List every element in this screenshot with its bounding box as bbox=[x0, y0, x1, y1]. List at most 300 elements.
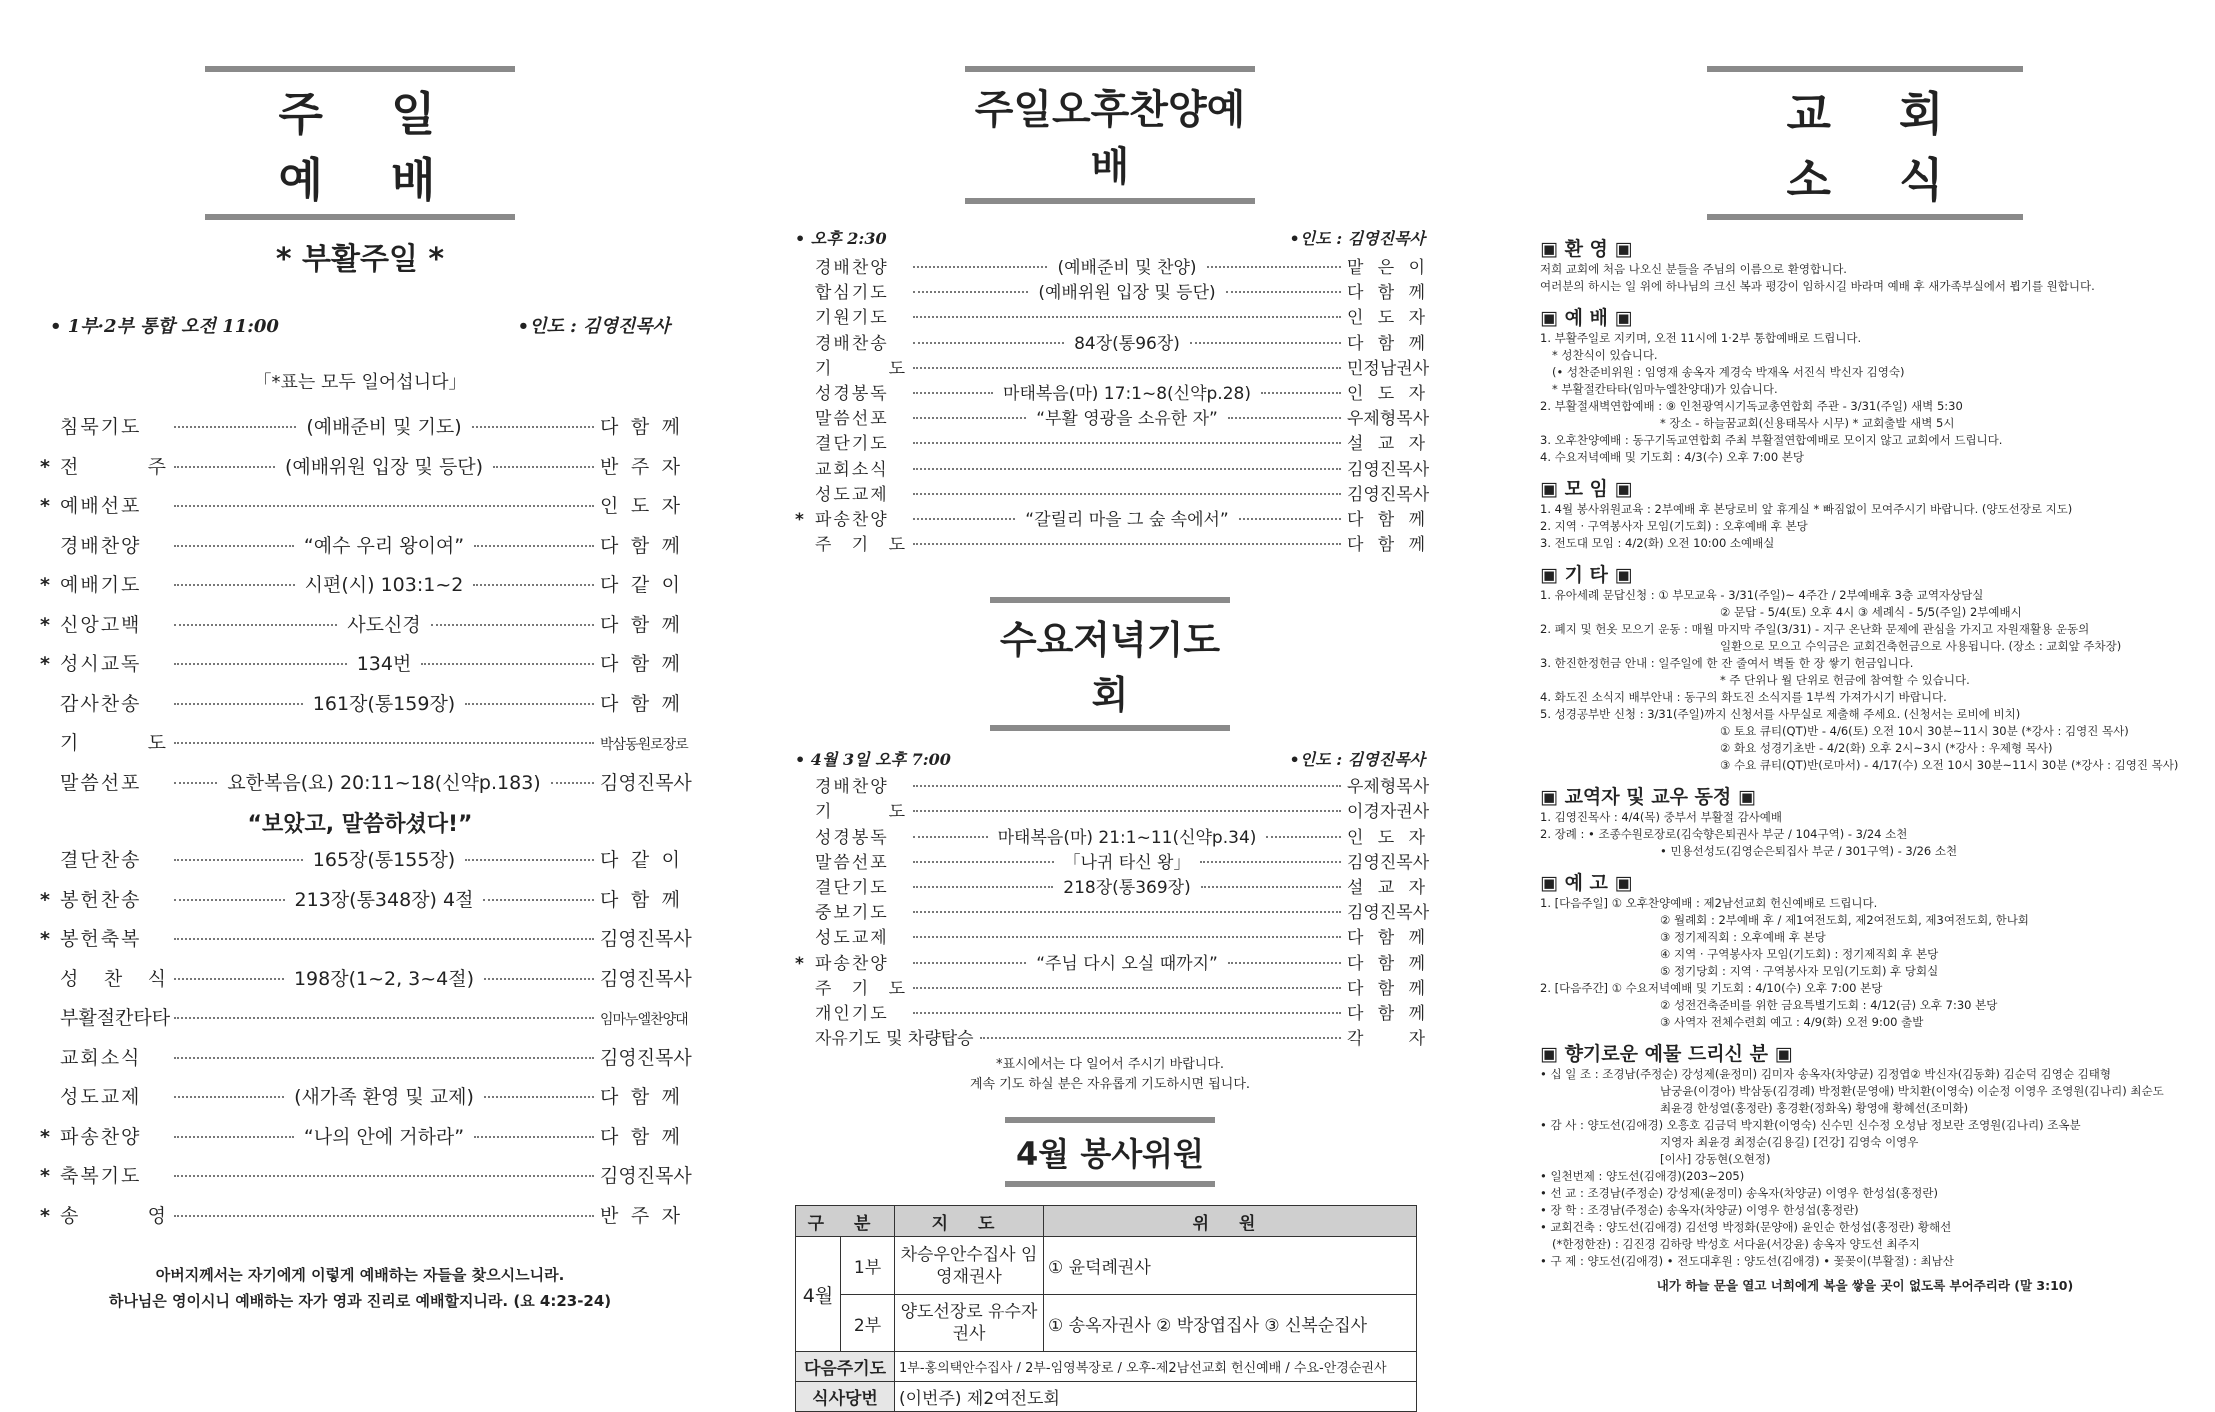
item-label: 파송찬양 bbox=[815, 953, 889, 974]
item-leader: 다 함 께 bbox=[600, 653, 680, 675]
news-line: 2. 부활절새벽연합예배 : ⑨ 인천광역시기독교총연합회 주관 - 3/31(주일) 새벽 5:30 bbox=[1540, 399, 1963, 413]
item-leader: 다 함 께 bbox=[1347, 509, 1426, 530]
wednesday-time: • 4월 3일 오후 7:00 bbox=[795, 750, 951, 770]
leader-dots bbox=[913, 987, 1341, 989]
news-line: 2. [다음주간] ① 수요저녁예배 및 기도회 : 4/10(수) 오후 7:00 본당 bbox=[1540, 981, 1883, 995]
column-sunday-worship bbox=[40, 0, 692, 1310]
item-label: 말씀선포 bbox=[815, 852, 889, 873]
item-leader: 인 도 자 bbox=[600, 495, 680, 517]
item-detail: “예수 우리 왕이여” bbox=[303, 534, 465, 557]
leader-dots bbox=[431, 624, 594, 626]
item-leader: 김영진목사 bbox=[600, 771, 692, 794]
leader-dots bbox=[474, 1136, 594, 1138]
item-label: 기 도 bbox=[815, 802, 907, 823]
news-section-heading: ▣ 모 임 ▣ bbox=[1540, 478, 1633, 500]
item-detail: 요한복음(요) 20:11~18(신약p.183) bbox=[227, 771, 541, 794]
item-label: 결단찬송 bbox=[60, 849, 142, 871]
volunteers-table bbox=[795, 1205, 1417, 1412]
order-row bbox=[40, 531, 680, 571]
news-line: 1. 4월 봉사위원교육 : 2부예배 후 본당로비 앞 휴게실 * 빠짐없이 모여주시기 바랍니다. (양도선장로 지도) bbox=[1540, 502, 2073, 516]
news-line: * 장소 - 하늘꿈교회(신용태목사 시무) * 교회출발 새벽 5시 bbox=[1660, 416, 1955, 430]
item-detail: (예배준비 및 찬양) bbox=[1057, 258, 1197, 278]
item-label: 기 도 bbox=[815, 358, 907, 379]
leader-dots bbox=[465, 703, 594, 705]
item-label: 교회소식 bbox=[815, 459, 889, 480]
item-label: 자유기도 및 차량탑승 bbox=[815, 1029, 974, 1050]
news-sections bbox=[1540, 234, 2190, 1270]
item-label: 파송찬양 bbox=[60, 1125, 142, 1148]
item-label: 성경봉독 bbox=[815, 827, 889, 848]
leader-dots bbox=[174, 1175, 594, 1177]
order-row bbox=[795, 823, 1425, 848]
news-section-heading: ▣ 예 배 ▣ bbox=[1540, 307, 1633, 329]
order-row bbox=[40, 491, 680, 531]
news-line: 1. [다음주일] ① 오후찬양예배 : 제2남선교회 헌신예배로 드립니다. bbox=[1540, 896, 1878, 910]
item-leader: 다 함 께 bbox=[600, 1086, 680, 1108]
order-row bbox=[795, 455, 1430, 480]
news-section-heading: ▣ 교역자 및 교우 동정 ▣ bbox=[1540, 786, 1756, 808]
item-leader: 김영진목사 bbox=[1347, 903, 1430, 924]
leader-dots bbox=[465, 859, 594, 861]
news-line: • 일천번제 : 양도선(김애경)(203~205) bbox=[1540, 1169, 1745, 1183]
month-label: 4월 bbox=[796, 1237, 841, 1351]
order-row bbox=[40, 570, 680, 610]
leader-dots bbox=[174, 899, 285, 901]
item-label: 결단기도 bbox=[815, 878, 889, 898]
order-row bbox=[40, 689, 680, 729]
item-leader: 김영진목사 bbox=[600, 1046, 692, 1069]
news-line: 3. 한진한정헌금 안내 : 일주일에 한 잔 줄여서 벽돌 한 장 쌓기 헌금입니다. bbox=[1540, 656, 1914, 670]
item-label: 감사찬송 bbox=[60, 692, 142, 715]
part1-lead: 차승우안수집사 임영재권사 bbox=[895, 1237, 1044, 1295]
item-leader: 다 함 께 bbox=[1347, 333, 1426, 354]
order-row bbox=[795, 1024, 1425, 1049]
item-leader: 김영진목사 bbox=[1347, 459, 1430, 480]
order-row bbox=[795, 253, 1425, 278]
leader-dots bbox=[913, 342, 1064, 344]
stand-note: *표시에서는 다 일어서 주시기 바랍니다. bbox=[995, 1057, 1225, 1073]
item-leader: 반 주 자 bbox=[600, 455, 681, 478]
item-label: 성도교제 bbox=[815, 928, 889, 949]
leader-dots bbox=[913, 785, 1341, 787]
item-detail: “주님 다시 오실 때까지” bbox=[1036, 953, 1218, 974]
item-label: 성 찬 식 bbox=[60, 967, 168, 990]
leader-dots bbox=[1190, 342, 1341, 344]
leader-dots bbox=[474, 545, 594, 547]
leader-dots bbox=[174, 663, 347, 665]
item-leader: 다 함 께 bbox=[600, 888, 680, 911]
leader-dots bbox=[421, 663, 594, 665]
page-title: 주 일 예 배 bbox=[205, 66, 515, 220]
order-row bbox=[795, 329, 1425, 354]
item-detail: “나의 안에 거하라” bbox=[303, 1125, 465, 1148]
item-label: 파송찬양 bbox=[815, 509, 889, 530]
leader-dots bbox=[913, 493, 1341, 495]
item-label: 봉헌찬송 bbox=[60, 888, 142, 911]
order-row bbox=[40, 728, 688, 768]
order-row bbox=[40, 1003, 688, 1043]
item-label: 교회소식 bbox=[60, 1046, 142, 1069]
item-leader: 다 함 께 bbox=[1347, 535, 1425, 556]
item-label: 신앙고백 bbox=[60, 613, 142, 636]
stand-marker: * bbox=[40, 613, 50, 636]
item-label: 성도교제 bbox=[815, 484, 889, 505]
next-week-prayer-value: 1부-홍의택안수집사 / 2부-임영복장로 / 오후-제2남선교회 헌신예배 / 수요-안경순권사 bbox=[895, 1352, 1417, 1382]
order-row bbox=[795, 303, 1425, 328]
item-label: 주 기 도 bbox=[815, 978, 907, 999]
column-afternoon-worship bbox=[795, 0, 1430, 1410]
stand-marker: * bbox=[40, 1204, 50, 1227]
news-line: 2. 지역 · 구역봉사자 모임(기도회) : 오후예배 후 본당 bbox=[1540, 519, 1808, 533]
news-section-heading: ▣ 환 영 ▣ bbox=[1540, 238, 1633, 260]
leader-dots bbox=[174, 505, 594, 507]
leader-dots bbox=[913, 442, 1341, 444]
item-label: 성시교독 bbox=[60, 653, 142, 675]
item-detail: 시편(시) 103:1~2 bbox=[304, 574, 464, 596]
afternoon-time: • 오후 2:30 bbox=[795, 229, 887, 248]
order-row bbox=[40, 452, 680, 492]
item-label: 예배기도 bbox=[60, 574, 142, 596]
item-detail: 84장(통96장) bbox=[1074, 333, 1180, 354]
leader-dots bbox=[913, 367, 1341, 369]
stand-marker: * bbox=[40, 495, 50, 517]
leader-dots bbox=[174, 782, 217, 784]
item-detail: 161장(통159장) bbox=[312, 692, 456, 715]
news-line: 3. 오후찬양예배 : 동구기독교연합회 주최 부활절연합예배로 모이지 않고 교회에서 드립니다. bbox=[1540, 433, 2003, 447]
leader-dots bbox=[174, 1017, 594, 1019]
column-church-news bbox=[1540, 0, 2190, 1293]
leader-dots bbox=[174, 1215, 594, 1217]
news-line: ③ 사역자 전체수련회 예고 : 4/9(화) 오전 9:00 출발 bbox=[1660, 1015, 1924, 1029]
order-row bbox=[40, 845, 680, 885]
news-line: 1. 유아세례 문답신청 : ① 부모교육 - 3/31(주일)~ 4주간 / 2부예배후 3층 교역자상담실 bbox=[1540, 588, 1984, 602]
leader-dots bbox=[913, 861, 1054, 863]
leader-dots bbox=[484, 1096, 594, 1098]
order-row bbox=[40, 610, 680, 650]
news-line: • 장 학 : 조경남(주정순) 송옥자(차양균) 이영우 한성섭(홍정란) bbox=[1540, 1203, 1859, 1217]
item-leader: 박삼동원로장로 bbox=[600, 737, 688, 753]
news-line: 여러분의 하시는 일 위에 하나님의 크신 복과 평강이 임하시길 바라며 예배 후 새가족부실에서 뵙기를 원합니다. bbox=[1540, 279, 2095, 293]
item-detail: 사도신경 bbox=[347, 613, 421, 636]
stand-marker: * bbox=[40, 455, 50, 478]
leader-dots bbox=[913, 962, 1026, 964]
news-line: 4. 수요저녁예배 및 기도회 : 4/3(수) 오후 7:00 본당 bbox=[1540, 450, 1805, 464]
service-time: • 1부·2부 통합 오전 11:00 bbox=[50, 316, 279, 337]
leader-dots bbox=[1226, 291, 1341, 293]
meal-duty-label: 식사당번 bbox=[796, 1382, 895, 1412]
item-leader: 김영진목사 bbox=[600, 1165, 692, 1187]
item-leader: 다 함 께 bbox=[600, 613, 681, 636]
leader-dots bbox=[913, 1012, 1341, 1014]
item-label: 말씀선포 bbox=[60, 771, 142, 794]
item-detail: (예배위원 입장 및 등단) bbox=[1038, 283, 1216, 304]
news-line: 5. 성경공부반 신청 : 3/31(주일)까지 신청서를 사무실로 제출해 주세요. (신청서는 로비에 비치) bbox=[1540, 707, 2021, 721]
order-row bbox=[40, 964, 692, 1004]
news-line: 지영자 최윤경 최정순(김용길) [건강] 김영숙 이영우 bbox=[1660, 1135, 1919, 1149]
item-label: 송 영 bbox=[60, 1204, 168, 1227]
leader-dots bbox=[174, 1096, 284, 1098]
news-line: 최윤경 한성열(홍정란) 홍경환(정화옥) 황영애 황혜선(조미화) bbox=[1660, 1101, 1969, 1115]
item-label: 개인기도 bbox=[815, 1003, 889, 1024]
item-leader: 다 함 께 bbox=[1347, 1003, 1425, 1024]
leader-dots bbox=[174, 466, 275, 468]
news-line: ⑤ 정기당회 : 지역 · 구역봉사자 모임(기도회) 후 당회실 bbox=[1660, 964, 1939, 978]
col-header-division: 구 분 bbox=[796, 1206, 895, 1237]
item-label: 부활절칸타타 bbox=[60, 1007, 171, 1029]
item-leader: 설 교 자 bbox=[1347, 434, 1425, 455]
item-detail: 165장(통155장) bbox=[312, 849, 456, 871]
closing-verse-line1: 아버지께서는 자기에게 이렇게 예배하는 자들을 찾으시느니라. bbox=[155, 1266, 565, 1284]
next-week-prayer-label: 다음주기도 bbox=[796, 1352, 895, 1382]
leader-dots bbox=[1266, 836, 1341, 838]
leader-dots bbox=[980, 1037, 1341, 1039]
service-leader: •인도 : 김영진목사 bbox=[517, 316, 670, 337]
month-cell bbox=[796, 1237, 895, 1352]
leader-dots bbox=[174, 703, 303, 705]
leader-dots bbox=[174, 938, 594, 940]
leader-dots bbox=[174, 978, 284, 980]
item-leader: 임마누엘찬양대 bbox=[600, 1012, 688, 1028]
order-row bbox=[795, 898, 1430, 924]
leader-dots bbox=[174, 624, 337, 626]
leader-dots bbox=[174, 859, 303, 861]
order-row bbox=[40, 649, 680, 689]
leader-dots bbox=[913, 468, 1341, 470]
leader-dots bbox=[1228, 962, 1341, 964]
leader-dots bbox=[913, 392, 993, 394]
leader-dots bbox=[913, 810, 1341, 812]
news-line: ② 화요 성경기초반 - 4/2(화) 오후 2시~3시 (*강사 : 우제형 목사) bbox=[1720, 741, 2053, 755]
order-row bbox=[795, 772, 1430, 798]
item-label: 침묵기도 bbox=[60, 416, 142, 438]
part2-label: 2부 bbox=[853, 1315, 882, 1336]
order-row bbox=[795, 530, 1425, 555]
order-row bbox=[795, 404, 1430, 430]
news-line: 4. 화도진 소식지 배부안내 : 동구의 화도진 소식지를 1부씩 가져가시기 바랍니다. bbox=[1540, 690, 1947, 704]
meal-duty-value: (이번주) 제2여전도회 bbox=[895, 1382, 1417, 1412]
order-row bbox=[40, 885, 680, 925]
news-line: 저희 교회에 처음 나오신 분들을 주님의 이름으로 환영합니다. bbox=[1540, 262, 1847, 276]
item-leader: 우제형목사 bbox=[1347, 409, 1430, 430]
item-leader: 김영진목사 bbox=[600, 967, 692, 990]
leader-dots bbox=[1239, 518, 1341, 520]
item-label: 결단기도 bbox=[815, 434, 889, 455]
order-row bbox=[795, 379, 1425, 404]
news-line: * 성찬식이 있습니다. bbox=[1552, 348, 1658, 362]
order-row bbox=[40, 412, 680, 452]
afternoon-leader: •인도 : 김영진목사 bbox=[1289, 229, 1425, 248]
leader-dots bbox=[913, 911, 1341, 913]
item-label: 경배찬양 bbox=[815, 258, 889, 278]
item-detail: (예배준비 및 기도) bbox=[306, 416, 462, 438]
order-row bbox=[795, 873, 1425, 898]
part2-lead: 양도선장로 유수자권사 bbox=[895, 1294, 1044, 1352]
item-leader: 이경자권사 bbox=[1347, 802, 1430, 823]
leader-dots bbox=[913, 518, 1015, 520]
item-label: 축복기도 bbox=[60, 1165, 142, 1187]
item-leader: 인 도 자 bbox=[1347, 308, 1425, 329]
item-detail: 마태복음(마) 17:1~8(신약p.28) bbox=[1003, 383, 1251, 404]
item-detail: 134번 bbox=[356, 653, 412, 675]
stand-marker: * bbox=[40, 928, 50, 950]
news-line: [이사] 강동현(오현정) bbox=[1660, 1152, 1771, 1166]
news-line: • 선 교 : 조경남(주정순) 강성제(윤정미) 송옥자(차양균) 이영우 한성섭(홍정란) bbox=[1540, 1186, 1938, 1200]
order-row bbox=[40, 1161, 692, 1201]
order-row bbox=[40, 1122, 680, 1162]
part2-members: ① 송옥자권사 ② 박장엽집사 ③ 신복순집사 bbox=[1044, 1294, 1417, 1352]
news-line: 일환으로 모으고 수익금은 교회건축헌금으로 사용됩니다. (장소 : 교회앞 주차장) bbox=[1720, 639, 2122, 653]
news-line: ④ 지역 · 구역봉사자 모임(기도회) : 정기제직회 후 본당 bbox=[1660, 947, 1939, 961]
leader-dots bbox=[913, 417, 1026, 419]
item-detail: 198장(1~2, 3~4절) bbox=[293, 967, 475, 990]
item-detail: 218장(통369장) bbox=[1063, 878, 1191, 898]
news-line: 남궁윤(이경아) 박삼동(김경례) 박정환(문영애) 박치환(이영숙) 이순정 이영우 조영원(김나리) 최순도 bbox=[1660, 1084, 2164, 1098]
news-line: • 교회건축 : 양도선(김애경) 김선영 박정화(문양애) 윤인순 한성섭(홍정란) 황해선 bbox=[1540, 1220, 1952, 1234]
order-row bbox=[40, 768, 692, 808]
order-row bbox=[795, 923, 1425, 948]
order-row bbox=[795, 354, 1430, 379]
item-label: 기원기도 bbox=[815, 308, 889, 329]
stand-note: 「*표는 모두 일어섭니다」 bbox=[253, 372, 467, 393]
leader-dots bbox=[174, 545, 294, 547]
order-row bbox=[40, 1043, 692, 1083]
news-line: * 주 단위나 월 단위로 헌금에 참여할 수 있습니다. bbox=[1720, 673, 1970, 687]
leader-dots bbox=[1228, 417, 1341, 419]
item-label: 전 주 bbox=[60, 455, 168, 478]
news-line: • 구 제 : 양도선(김애경) • 전도대후원 : 양도선(김애경) • 꽃꽂이(부활절) : 최남산 bbox=[1540, 1254, 1954, 1268]
leader-dots bbox=[913, 936, 1341, 938]
part1-label: 1부 bbox=[841, 1237, 894, 1295]
leader-dots bbox=[472, 426, 594, 428]
order-row bbox=[795, 278, 1425, 303]
order-of-worship bbox=[40, 412, 692, 1240]
item-label: 말씀선포 bbox=[815, 409, 889, 430]
item-detail: “갈릴리 마을 그 숲 속에서” bbox=[1025, 509, 1229, 530]
wednesday-leader: •인도 : 김영진목사 bbox=[1289, 750, 1425, 770]
item-label: 경배찬양 bbox=[60, 534, 142, 557]
stand-marker: * bbox=[40, 1165, 50, 1187]
leader-dots bbox=[913, 886, 1053, 888]
item-label: 기 도 bbox=[60, 732, 168, 754]
item-label: 경배찬송 bbox=[815, 333, 889, 354]
order-row bbox=[795, 429, 1425, 454]
order-row bbox=[40, 924, 692, 964]
item-label: 성도교제 bbox=[60, 1086, 142, 1108]
item-label: 성경봉독 bbox=[815, 383, 889, 404]
leader-dots bbox=[483, 899, 594, 901]
item-leader: 다 함 께 bbox=[600, 1125, 680, 1148]
item-detail: 213장(통348장) 4절 bbox=[294, 888, 474, 911]
leader-dots bbox=[913, 543, 1341, 545]
news-line: * 부활절칸타타(임마누엘찬양대)가 있습니다. bbox=[1552, 382, 1778, 396]
subtitle: * 부활주일 * bbox=[275, 242, 445, 277]
afternoon-title: 주일오후찬양예배 bbox=[965, 66, 1255, 204]
leader-dots bbox=[484, 978, 594, 980]
item-label: 봉헌축복 bbox=[60, 928, 142, 950]
item-leader: 다 같 이 bbox=[600, 574, 681, 596]
leader-dots bbox=[551, 782, 594, 784]
news-line: • 십 일 조 : 조경남(주정순) 강성제(윤정미) 김미자 송옥자(차양균) 김정엽② 박신자(김동화) 김순덕 김영순 김태형 bbox=[1540, 1067, 2111, 1081]
leader-dots bbox=[174, 742, 594, 744]
stand-marker: * bbox=[795, 509, 804, 530]
news-section-heading: ▣ 기 타 ▣ bbox=[1540, 564, 1633, 586]
prayer-note: 계속 기도 하실 분은 자유롭게 기도하시면 됩니다. bbox=[969, 1077, 1251, 1093]
col-header-members: 위 원 bbox=[1044, 1206, 1417, 1237]
news-line: (• 성찬준비위원 : 임영재 송옥자 계경숙 박재옥 서진식 박신자 김영숙) bbox=[1552, 365, 1905, 379]
leader-dots bbox=[913, 266, 1047, 268]
item-label: 주 기 도 bbox=[815, 535, 907, 556]
news-line: 2. 폐지 및 헌옷 모으기 운동 : 매월 마지막 주일(3/31) - 지구 온난화 문제에 관심을 가지고 자원재활용 운동의 bbox=[1540, 622, 2090, 636]
wednesday-title: 수요저녁기도회 bbox=[990, 597, 1230, 731]
news-line: 1. 김영진목사 : 4/4(목) 중부서 부활절 감사예배 bbox=[1540, 810, 1783, 824]
leader-dots bbox=[913, 836, 988, 838]
item-leader: 김영진목사 bbox=[1347, 484, 1430, 505]
item-detail: (예배위원 입장 및 등단) bbox=[284, 455, 484, 478]
leader-dots bbox=[1200, 861, 1341, 863]
news-line: ① 토요 큐티(QT)반 - 4/6(토) 오전 10시 30분~11시 30분 (*강사 : 김영진 목사) bbox=[1720, 724, 2129, 738]
stand-marker: * bbox=[40, 888, 50, 911]
item-leader: 다 함 께 bbox=[1347, 283, 1425, 304]
item-leader: 다 함 께 bbox=[600, 692, 681, 715]
news-line: ③ 정기제직회 : 오후예배 후 본당 bbox=[1660, 930, 1826, 944]
news-line: ③ 수요 큐티(QT)반(로마서) - 4/17(수) 오전 10시 30분~11시 30분 (*강사 : 김영진 목사) bbox=[1720, 758, 2179, 772]
news-section-heading: ▣ 향기로운 예물 드리신 분 ▣ bbox=[1540, 1043, 1793, 1065]
news-line: ② 성전건축준비를 위한 금요특별기도회 : 4/12(금) 오후 7:30 본당 bbox=[1660, 998, 1998, 1012]
leader-dots bbox=[174, 1057, 594, 1059]
item-leader: 설 교 자 bbox=[1347, 878, 1425, 898]
stand-marker: * bbox=[40, 1125, 50, 1148]
order-row bbox=[795, 974, 1425, 999]
order-row bbox=[795, 505, 1425, 530]
stand-marker: * bbox=[795, 953, 804, 974]
order-row bbox=[40, 1082, 680, 1122]
item-detail: “부활 영광을 소유한 자” bbox=[1036, 409, 1218, 430]
order-row bbox=[795, 848, 1430, 873]
item-leader: 우제형목사 bbox=[1347, 777, 1430, 798]
item-leader: 민정남권사 bbox=[1347, 358, 1430, 379]
item-leader: 반 주 자 bbox=[600, 1204, 680, 1227]
news-line: 2. 장례 : • 조종수원로장로(김숙향은퇴권사 부군 / 104구역) - 3/24 소천 bbox=[1540, 827, 1908, 841]
news-line: ② 문답 - 5/4(토) 오후 4시 ③ 세례식 - 5/5(주일) 2부예배시 bbox=[1720, 605, 2022, 619]
leader-dots bbox=[174, 426, 296, 428]
item-label: 경배찬양 bbox=[815, 777, 889, 798]
item-leader: 맡 은 이 bbox=[1347, 258, 1425, 278]
news-title: 교 회 소 식 bbox=[1707, 66, 2023, 220]
news-line: ② 월례회 : 2부예배 후 / 제1여전도회, 제2여전도회, 제3여전도회, 한나회 bbox=[1660, 913, 2029, 927]
leader-dots bbox=[1207, 266, 1341, 268]
item-label: 합심기도 bbox=[815, 283, 889, 304]
afternoon-order bbox=[795, 253, 1430, 556]
stand-marker: * bbox=[40, 574, 50, 596]
order-row bbox=[40, 1201, 680, 1241]
news-line: 1. 부활주일로 지키며, 오전 11시에 1·2부 통합예배로 드립니다. bbox=[1540, 331, 1862, 345]
leader-dots bbox=[174, 1136, 294, 1138]
item-leader: 다 함 께 bbox=[1347, 928, 1425, 949]
item-leader: 인 도 자 bbox=[1347, 383, 1426, 404]
order-row bbox=[795, 949, 1425, 974]
item-leader: 다 함 께 bbox=[1347, 953, 1425, 974]
leader-dots bbox=[913, 291, 1028, 293]
item-label: 예배선포 bbox=[60, 495, 142, 517]
news-line: (*한정한잔) : 김진경 김하랑 박성호 서다윤(서강윤) 송옥자 양도선 최주지 bbox=[1552, 1237, 1920, 1251]
order-row bbox=[795, 999, 1425, 1024]
item-leader: 각 자 bbox=[1347, 1029, 1425, 1050]
item-detail: 마태복음(마) 21:1~11(신약p.34) bbox=[997, 827, 1257, 848]
part1-members: ① 윤덕례권사 bbox=[1044, 1237, 1417, 1295]
item-leader: 다 같 이 bbox=[600, 849, 681, 871]
news-section-heading: ▣ 예 고 ▣ bbox=[1540, 872, 1633, 894]
order-row bbox=[795, 480, 1430, 505]
